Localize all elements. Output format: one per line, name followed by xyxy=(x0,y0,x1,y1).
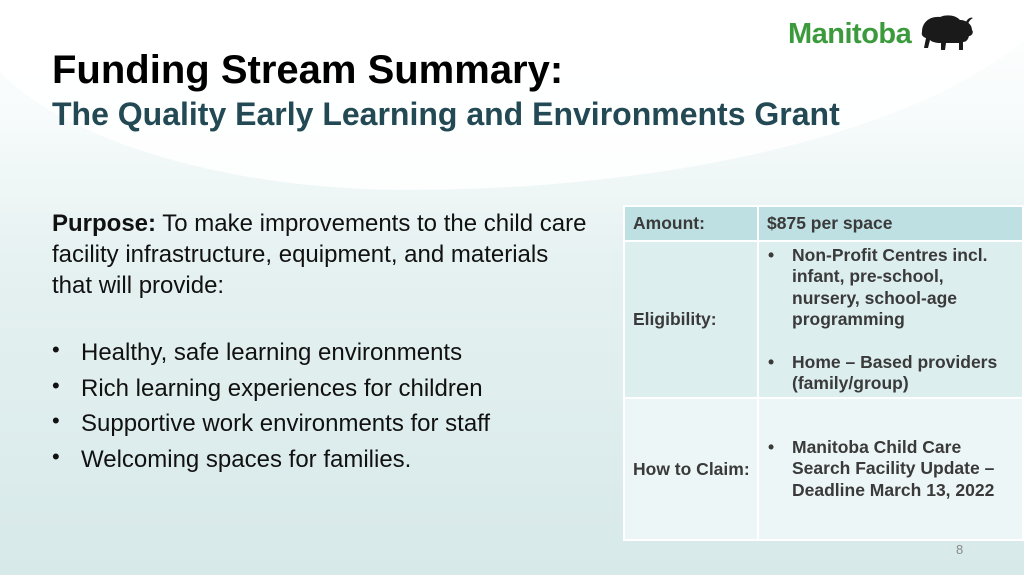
purpose-label: Purpose: xyxy=(52,210,157,237)
table-row xyxy=(624,398,1023,540)
logo-text: Manitoba xyxy=(788,18,912,50)
list-item: • Healthy, safe learning environments xyxy=(52,337,490,373)
eligibility-label: Eligibility: xyxy=(624,241,758,398)
list-spacer xyxy=(768,331,1013,352)
bullet-icon: • xyxy=(768,436,775,457)
claim-cell xyxy=(758,398,1023,540)
slide-title: Funding Stream Summary: xyxy=(52,48,564,92)
bullet-icon: • xyxy=(768,244,775,265)
list-item: • Non-Profit Centres incl. infant, pre-school, nursery, school-age programming xyxy=(768,244,988,329)
list-item: • Manitoba Child Care Search Facility Update – Deadline March 13, 2022 xyxy=(768,436,995,500)
purpose-paragraph xyxy=(52,208,592,301)
eligibility-list xyxy=(760,245,1021,395)
bullet-icon: • xyxy=(52,443,60,469)
purpose-bullet-list xyxy=(52,337,490,479)
table-row xyxy=(624,241,1023,398)
list-item: • Welcoming spaces for families. xyxy=(52,444,490,480)
manitoba-logo xyxy=(788,12,988,56)
claim-label: How to Claim: xyxy=(624,398,758,540)
bullet-icon: • xyxy=(52,408,60,433)
page-number: 8 xyxy=(956,542,964,557)
list-item: • Rich learning experiences for children xyxy=(52,373,490,409)
bullet-icon: • xyxy=(52,337,60,362)
purpose-text: To make improvements to the child care facility infrastructure, equipment, and materials that will provide: xyxy=(52,210,587,299)
table-row xyxy=(624,206,1023,241)
eligibility-cell xyxy=(758,241,1023,398)
amount-label: Amount: xyxy=(624,206,758,241)
bison-icon xyxy=(916,12,976,54)
list-item: • Supportive work environments for staff xyxy=(52,408,490,444)
funding-table xyxy=(623,205,1024,541)
list-item: • Home – Based providers (family/group) xyxy=(768,351,998,393)
bullet-icon: • xyxy=(768,351,775,372)
claim-list xyxy=(760,437,1021,502)
slide-subtitle: The Quality Early Learning and Environments Grant xyxy=(52,96,840,132)
amount-value: $875 per space xyxy=(758,206,1023,241)
bullet-icon: • xyxy=(52,372,60,398)
